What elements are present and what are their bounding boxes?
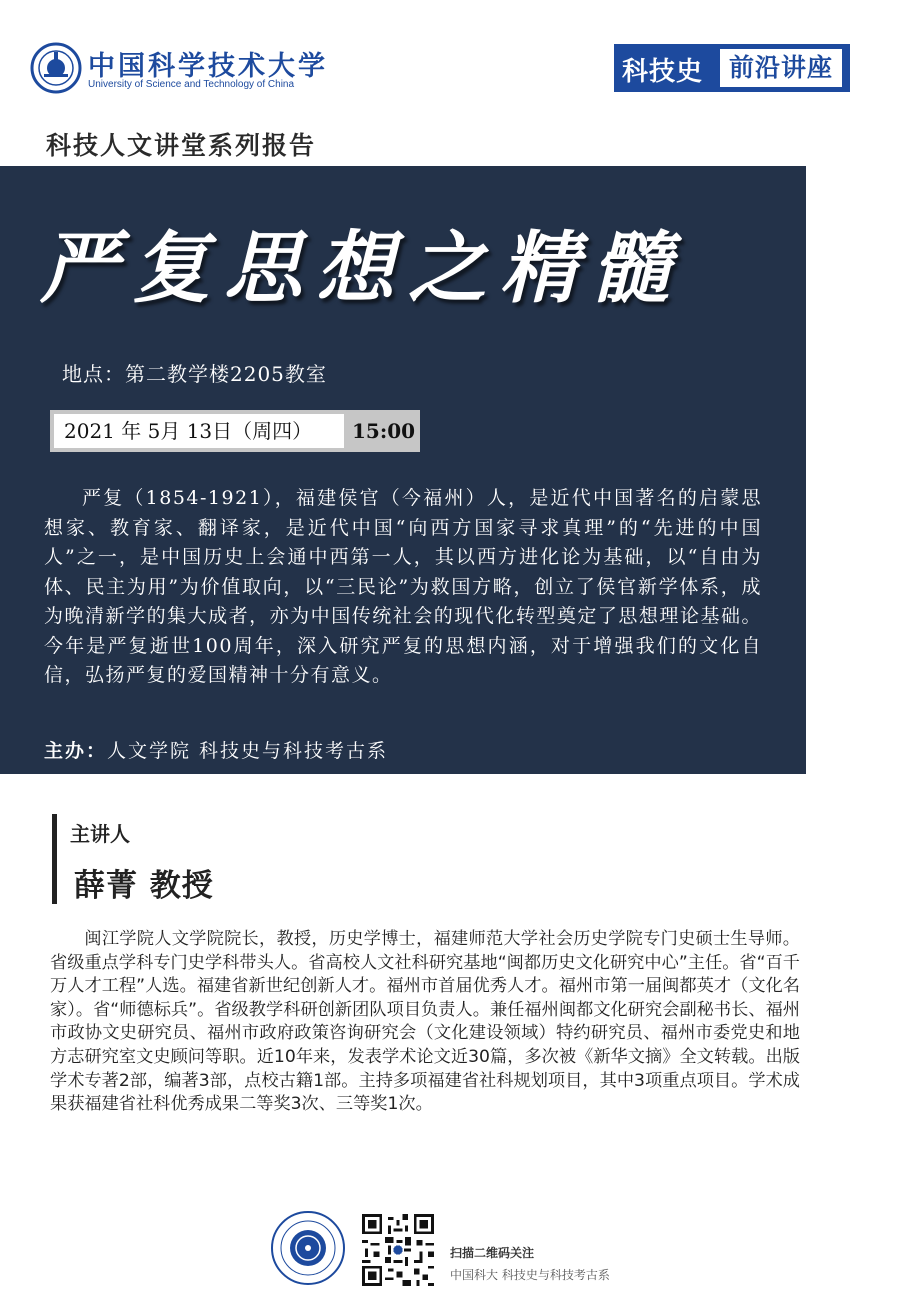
- badge-left-text: 科技史: [622, 57, 704, 87]
- scan-qr-text: 扫描二维码关注: [450, 1246, 535, 1260]
- time-text: 15:00: [352, 419, 416, 443]
- lecture-intro: 严复（1854-1921），福建侯官（今福州）人，是近代中国著名的启蒙思想家、教育家、翻译家，是近代中国“向西方国家寻求真理”的“先进的中国人”之一，是中国历史上会通中西第一人，其以西方进化论为基础，以“自由为体、民主为用”为价值取向，以“三民论”为救国方略，创立了侯官新学体系，成为晚清新学的集大成者，亦为中国传统社会的现代化转型奠定了思想理论基础。今年是严复逝世100周年，深入研究严复的思想内涵，对于增强我们的文化自信，弘扬严复的爱国精神十分有意义。: [44, 487, 762, 686]
- speaker-label: 主讲人: [70, 822, 130, 846]
- date-text: 2021 年 5月 13日（周四）: [54, 414, 344, 448]
- speaker-bio: 闽江学院人文学院院长，教授，历史学博士，福建师范大学社会历史学院专门史硕士生导师。省级重点学科专门史学科带头人。省高校人文社科研究基地“闽都历史文化研究中心”主任。省“百千万人才工程”人选。福建省新世纪创新人才。福州市首届优秀人才。福州市第一届闽都英才（文化名家）。省“师德标兵”。省级教学科研创新团队项目负责人。兼任福州闽都文化研究会副秘书长、福州市政协文史研究员、福州市政府政策咨询研究会（文化建设领域）特约研究员、福州市委党史和地方志研究室文史顾问等职。近10年来，发表学术论文近30篇，多次被《新华文摘》全文转载。出版学术专著2部，编著3部，点校古籍1部。主持多项福建省社科规划项目，其中3项重点项目。学术成果获福建省社科优秀成果二等奖3次、三等奖1次。: [50, 929, 800, 1115]
- department-seal-icon: [270, 1210, 346, 1286]
- series-title: 科技人文讲堂系列报告: [46, 131, 317, 160]
- lecture-panel: [0, 166, 806, 774]
- university-name-en: University of Science and Technology of China: [88, 79, 295, 90]
- host-line: [44, 736, 388, 763]
- university-seal-icon: [30, 42, 82, 94]
- speaker-name: 薛菁 教授: [74, 868, 214, 904]
- host-label: 主办：: [44, 740, 108, 762]
- badge-right-text: 前沿讲座: [720, 49, 842, 87]
- venue-text: 地点：第二教学楼2205教室: [62, 362, 327, 386]
- university-name-cn: 中国科学技术大学: [88, 51, 328, 82]
- department-text: 中国科大 科技史与科技考古系: [450, 1268, 610, 1282]
- series-badge: [614, 44, 850, 92]
- speaker-accent-bar: [52, 814, 57, 904]
- host-value: 人文学院 科技史与科技考古系: [107, 740, 389, 762]
- qr-code-icon: [362, 1214, 434, 1286]
- date-time-box: [50, 410, 420, 452]
- university-logo: [30, 42, 328, 98]
- lecture-title: 严复思想之精髓: [40, 223, 685, 314]
